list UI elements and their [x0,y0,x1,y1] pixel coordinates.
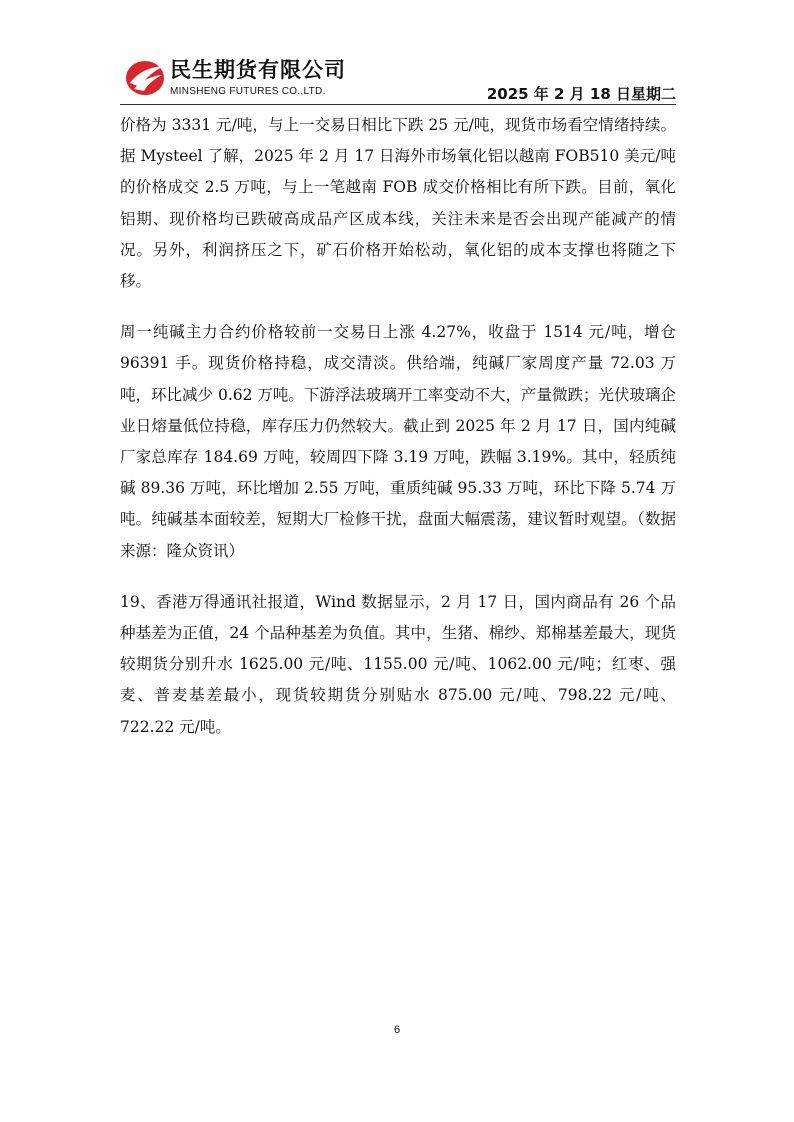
page-header [120,50,676,106]
report-body [120,110,676,763]
paragraph-soda-ash: 周一纯碱主力合约价格较前一交易日上涨 4.27%，收盘于 1514 元/吨，增仓 96391 手。现货价格持稳，成交清淡。供给端，纯碱厂家周度产量 72.03 万吨，环比减少 0.62 万吨。下游浮法玻璃开工率变动不大，产量微跌；光伏玻璃企业日熔量低位持稳，库存压力仍然较大。截止到 2025 年 2 月 17 日，国内纯碱厂家总库存 184.69 万吨，较周四下降 3.19 万吨，跌幅 3.19%。其中，轻质纯碱 89.36 万吨，环比增加 2.55 万吨，重质纯碱 95.33 万吨，环比下降 5.74 万吨。纯碱基本面较差，短期大厂检修干扰，盘面大幅震荡，建议暂时观望。（数据来源：隆众资讯） [120,323,676,560]
paragraph-basis: 19、香港万得通讯社报道，Wind 数据显示，2 月 17 日，国内商品有 26 个品种基差为正值，24 个品种基差为负值。其中，生猪、棉纱、郑棉基差最大，现货较期货分别升水 1625.00 元/吨、1155.00 元/吨、1062.00 元/吨；红枣、强麦、普麦基差最小，现货较期货分别贴水 875.00 元/吨、798.22 元/吨、722.22 元/吨。 [120,592,676,736]
logo-english-name: MINSHENG FUTURES CO.,LTD. [170,86,326,97]
minsheng-logo-icon [124,56,166,98]
logo-chinese-name: 民生期货有限公司 [170,58,346,82]
report-date: 2025 年 2 月 18 日星期二 [486,85,676,103]
page-number: 6 [393,1024,401,1036]
company-logo [124,56,374,102]
header-divider [120,104,676,105]
paragraph-alumina: 价格为 3331 元/吨，与上一交易日相比下跌 25 元/吨，现货市场看空情绪持续。据 Mysteel 了解，2025 年 2 月 17 日海外市场氧化铝以越南 FOB510 美元/吨的价格成交 2.5 万吨，与上一笔越南 FOB 成交价格相比有所下跌。目前，氧化铝期、现价格均已跌破高成品产区成本线，关注未来是否会出现产能减产的情况。另外，利润挤压之下，矿石价格开始松动，氧化铝的成本支撑也将随之下移。 [120,116,676,291]
